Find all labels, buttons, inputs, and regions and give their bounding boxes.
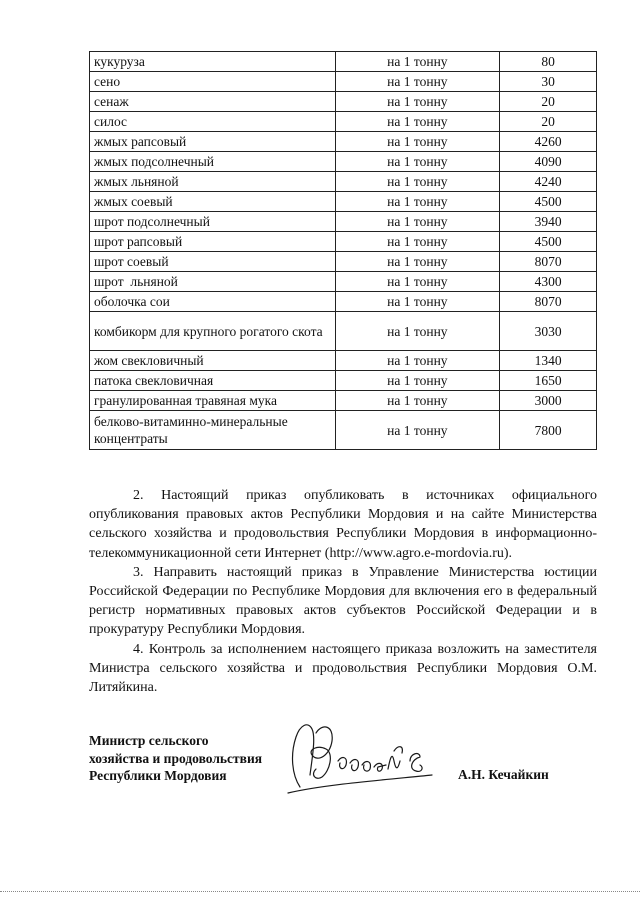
product-name: оболочка сои: [90, 292, 336, 312]
product-name: шрот соевый: [90, 252, 336, 272]
value-cell: 20: [500, 112, 597, 132]
signatory-title: [89, 732, 309, 785]
unit-cell: на 1 тонну: [335, 132, 500, 152]
value-cell: 3940: [500, 212, 597, 232]
product-name: жмых рапсовый: [90, 132, 336, 152]
value-cell: 1650: [500, 371, 597, 391]
table-row: [90, 112, 597, 132]
signatory-title-line: хозяйства и продовольствия: [89, 750, 263, 766]
paragraph-justice: 3. Направить настоящий приказ в Управление Министерства юстиции Российской Федерации по Республике Мордовия для включения его в федеральный регистр нормативных правовых актов субъектов Российской Федерации и в прокуратуру Республики Мордовия.: [89, 564, 597, 638]
unit-cell: на 1 тонну: [335, 312, 500, 351]
value-cell: 80: [500, 52, 597, 72]
unit-cell: на 1 тонну: [335, 152, 500, 172]
value-cell: 1340: [500, 351, 597, 371]
table-row: [90, 272, 597, 292]
product-name: жом свекловичный: [90, 351, 336, 371]
unit-cell: на 1 тонну: [335, 232, 500, 252]
product-name: сено: [90, 72, 336, 92]
table-row: [90, 292, 597, 312]
value-cell: 4240: [500, 172, 597, 192]
unit-cell: на 1 тонну: [335, 72, 500, 92]
signatory-name: А.Н. Кечайкин: [458, 767, 549, 782]
product-name: жмых льняной: [90, 172, 336, 192]
value-cell: 30: [500, 72, 597, 92]
unit-cell: на 1 тонну: [335, 192, 500, 212]
table-row: [90, 132, 597, 152]
table-row: [90, 92, 597, 112]
product-name: шрот подсолнечный: [90, 212, 336, 232]
table-row: [90, 411, 597, 450]
table-row: [90, 312, 597, 351]
value-cell: 8070: [500, 252, 597, 272]
product-name: гранулированная травяная мука: [90, 391, 336, 411]
unit-cell: на 1 тонну: [335, 212, 500, 232]
unit-cell: на 1 тонну: [335, 272, 500, 292]
table-row: [90, 192, 597, 212]
value-cell: 7800: [500, 411, 597, 450]
product-name: сенаж: [90, 92, 336, 112]
value-cell: 3000: [500, 391, 597, 411]
product-name: жмых соевый: [90, 192, 336, 212]
product-name: жмых подсолнечный: [90, 152, 336, 172]
unit-cell: на 1 тонну: [335, 292, 500, 312]
paragraph-control: 4. Контроль за исполнением настоящего приказа возложить на заместителя Министра сельского хозяйства и продовольствия Республики Мордовия О.М. Литяйкина.: [89, 641, 597, 696]
value-cell: 20: [500, 92, 597, 112]
product-name: силос: [90, 112, 336, 132]
product-name: кукуруза: [90, 52, 336, 72]
product-name: белково-витаминно-минеральные концентраты: [90, 411, 336, 450]
value-cell: 4260: [500, 132, 597, 152]
value-cell: 4090: [500, 152, 597, 172]
table-row: [90, 212, 597, 232]
unit-cell: на 1 тонну: [335, 172, 500, 192]
table-row: [90, 351, 597, 371]
order-paragraphs: [89, 486, 597, 697]
unit-cell: на 1 тонну: [335, 351, 500, 371]
unit-cell: на 1 тонну: [335, 52, 500, 72]
unit-cell: на 1 тонну: [335, 252, 500, 272]
unit-cell: на 1 тонну: [335, 411, 500, 450]
value-cell: 4300: [500, 272, 597, 292]
table-row: [90, 371, 597, 391]
product-name: шрот льняной: [90, 272, 336, 292]
unit-cell: на 1 тонну: [335, 112, 500, 132]
product-name: комбикорм для крупного рогатого скота: [90, 312, 336, 351]
product-name: шрот рапсовый: [90, 232, 336, 252]
page-bottom-divider: [0, 891, 640, 892]
table-row: [90, 52, 597, 72]
table-row: [90, 391, 597, 411]
unit-cell: на 1 тонну: [335, 371, 500, 391]
unit-cell: на 1 тонну: [335, 92, 500, 112]
product-name: патока свекловичная: [90, 371, 336, 391]
table-row: [90, 72, 597, 92]
table-row: [90, 232, 597, 252]
handwritten-signature: [282, 715, 442, 795]
table-row: [90, 172, 597, 192]
value-cell: 4500: [500, 192, 597, 212]
signatory-title-line: Министр сельского: [89, 733, 209, 748]
table-row: [90, 152, 597, 172]
table-row: [90, 252, 597, 272]
unit-cell: на 1 тонну: [335, 391, 500, 411]
value-cell: 4500: [500, 232, 597, 252]
paragraph-publish: 2. Настоящий приказ опубликовать в источниках официального опубликования правовых актов Республики Мордовия и на сайте Министерства сельского хозяйства и продовольствия Республики Мордовия в информационно-телекоммуникационной сети Интернет (http://www.agro.e-mordovia.ru).: [89, 488, 597, 561]
tariff-table: [89, 51, 597, 450]
value-cell: 8070: [500, 292, 597, 312]
signatory-title-line: Республики Мордовия: [89, 768, 227, 783]
value-cell: 3030: [500, 312, 597, 351]
